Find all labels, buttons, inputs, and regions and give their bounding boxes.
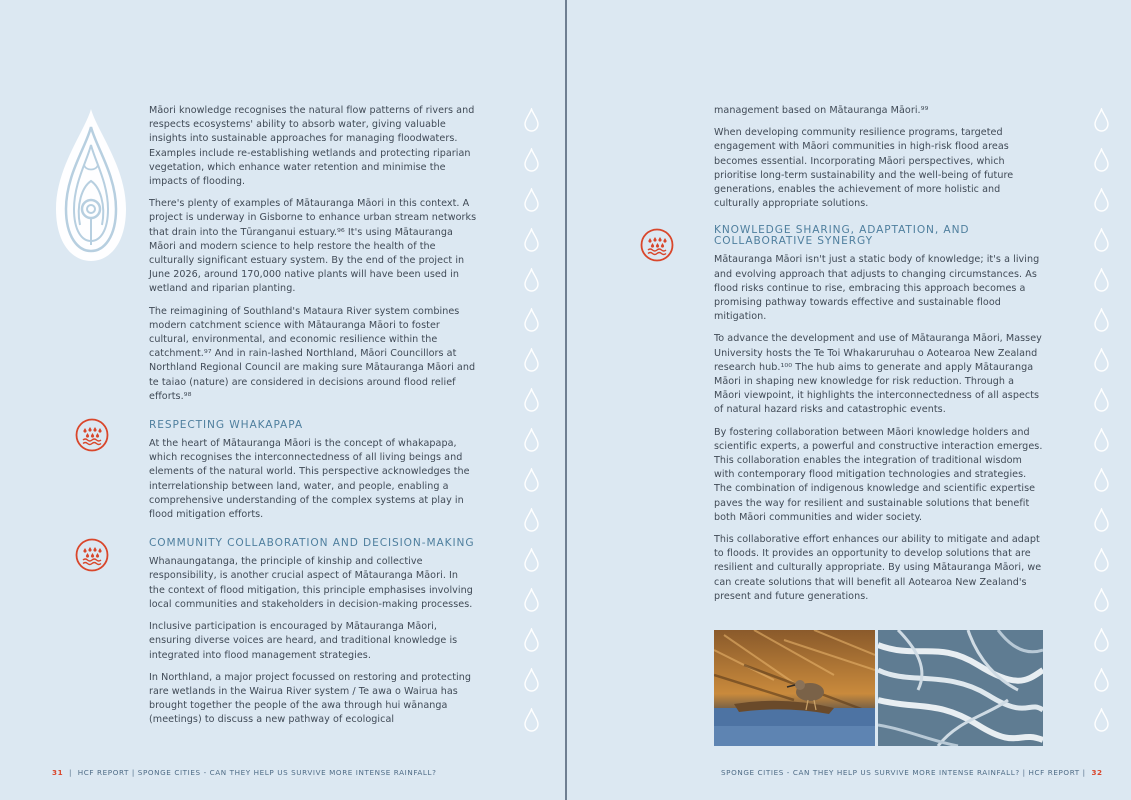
water-drop-icon [524, 468, 539, 492]
water-drop-icon [524, 348, 539, 372]
water-drop-icon [1094, 348, 1109, 372]
water-drop-icon [1094, 428, 1109, 452]
bird-wetland-photo [714, 630, 875, 746]
water-drop-icon [524, 508, 539, 532]
left-page [0, 0, 565, 800]
water-drop-icon [1094, 508, 1109, 532]
water-drop-icon [524, 628, 539, 652]
body-paragraph: The reimagining of Southland's Mataura River system combines modern catchment science with Mātauranga Māori to foster cultural, environmental, and economic resilience within the catchment.⁹⁷ And in rain-lashed Northland, Māori Councillors at Northland Regional Council are making sure Mātauranga Māori and te taiao (nature) are considered in decisions around flood relief efforts.⁹⁸ [149, 305, 476, 402]
water-drop-icon [524, 148, 539, 172]
body-paragraph: At the heart of Mātauranga Māori is the concept of whakapapa, which recognises the interconnectedness of all living beings and elements of the natural world. This perspective acknowledges the interrelationship between land, water, and people, enabling a comprehensive understanding of the complex systems at play in flood mitigation efforts. [149, 438, 470, 521]
water-drop-icon [524, 388, 539, 412]
left-text-column [149, 104, 477, 736]
footer-text: SPONGE CITIES - CAN THEY HELP US SURVIVE MORE INTENSE RAINFALL? | HCF REPORT | [721, 768, 1086, 777]
water-drop-icon [524, 588, 539, 612]
body-paragraph: There's plenty of examples of Mātauranga Māori in this context. A project is underway in Gisborne to enhance urban stream networks that drain into the Tūranganui estuary.⁹⁶ It's using Mātauranga Māori and modern science to help restore the health of the culturally significant estuary system. By the end of the project in June 2026, around 170,000 native plants will have been used in wetland and riparian planting. [149, 198, 477, 295]
section-heading: COMMUNITY COLLABORATION AND DECISION-MAKING [149, 537, 475, 550]
water-drop-icon [524, 308, 539, 332]
water-drop-icon [1094, 188, 1109, 212]
right-text-column [714, 104, 1044, 612]
water-drop-icon [524, 228, 539, 252]
water-drop-icon [524, 188, 539, 212]
body-paragraph: To advance the development and use of Mātauranga Māori, Massey University hosts the Te Toi Whakaruruhau o Aotearoa New Zealand research hub.¹⁰⁰ The hub aims to generate and apply Mātauranga Māori in shaping new knowledge for risk reduction. Through a Māori viewpoint, it highlights the interconnectedness of all aspects of natural hazard risks and catastrophic events. [714, 333, 1042, 416]
body-paragraph: Whanaungatanga, the principle of kinship and collective responsibility, is another crucial aspect of Mātauranga Māori. In the context of flood mitigation, this principle emphasises involving local communities and stakeholders in decision-making processes. [149, 556, 473, 610]
water-drop-icon [1094, 548, 1109, 572]
section-heading: RESPECTING WHAKAPAPA [149, 419, 303, 432]
maori-koru-drop-emblem [50, 105, 132, 265]
water-drop-icon [1094, 308, 1109, 332]
body-paragraph: Inclusive participation is encouraged by Mātauranga Māori, ensuring diverse voices are heard, and traditional knowledge is integrated into flood management strategies. [149, 621, 458, 661]
water-drop-icon [1094, 108, 1109, 132]
water-drop-icon [1094, 388, 1109, 412]
water-drop-icon [1094, 708, 1109, 732]
braided-river-photo [878, 630, 1043, 746]
water-drop-icon [524, 268, 539, 292]
rain-cloud-icon [640, 228, 674, 262]
water-drop-icon [1094, 668, 1109, 692]
body-paragraph: When developing community resilience programs, targeted engagement with Māori communities in high-risk flood areas becomes essential. Incorporating Māori perspectives, which prioritise long-term sustainability and the well-being of future generations, enables the achievement of more holistic and culturally appropriate solutions. [714, 127, 1014, 210]
water-drop-icon [524, 708, 539, 732]
page-footer [721, 768, 1103, 777]
body-paragraph: In Northland, a major project focussed on restoring and protecting rare wetlands in the Wairua River system / Te awa o Wairua has brought together the people of the awa through hui wānanga (meetings) to discuss a new pathway of ecological [149, 671, 471, 726]
water-drop-icon [524, 428, 539, 452]
water-drop-icon [524, 668, 539, 692]
rain-cloud-icon [75, 418, 109, 452]
page-number: 31 [52, 768, 64, 777]
water-drop-icon [1094, 468, 1109, 492]
right-page [567, 0, 1131, 800]
body-paragraph: management based on Mātauranga Māori.⁹⁹ [714, 105, 929, 116]
body-paragraph: Māori knowledge recognises the natural flow patterns of rivers and respects ecosystems' ability to absorb water, giving valuable insights into sustainable approaches for managing floodwaters. Examples include re-establishing wetlands and protecting riparian vegetation, which enhance water retention and minimise the impacts of flooding. [149, 105, 475, 188]
page-footer: 31 | HCF REPORT | SPONGE CITIES - CAN THEY HELP US SURVIVE MORE INTENSE RAINFALL? [52, 768, 437, 777]
body-paragraph: By fostering collaboration between Māori knowledge holders and scientific experts, a powerful and constructive interaction emerges. This collaboration enables the integration of traditional wisdom with contemporary flood mitigation technologies and strategies. The combination of indigenous knowledge and scientific expertise paves the way for resilient and sustainable solutions that benefit both Māori communities and wider society. [714, 426, 1043, 523]
water-drop-icon [1094, 588, 1109, 612]
body-paragraph: This collaborative effort enhances our ability to mitigate and adapt to floods. It provides an opportunity to develop solutions that are resilient and culturally appropriate. By using Mātauranga Māori, we can create solutions that will benefit all Aotearoa New Zealand's present and future generations. [714, 534, 1042, 602]
water-drop-icon [1094, 148, 1109, 172]
water-drop-icon [524, 108, 539, 132]
body-paragraph: Mātauranga Māori isn't just a static body of knowledge; it's a living and evolving approach that adjusts to changing circumstances. As flood risks continue to rise, embracing this approach becomes a promising pathway towards effective and sustainable flood mitigation. [714, 254, 1040, 323]
water-drop-icon [524, 548, 539, 572]
water-drop-icon [1094, 628, 1109, 652]
water-drop-icon [1094, 268, 1109, 292]
rain-cloud-icon [75, 538, 109, 572]
page-number: 32 [1091, 768, 1103, 777]
section-heading: KNOWLEDGE SHARING, ADAPTATION, AND COLLABORATIVE SYNERGY [714, 224, 970, 248]
footer-text: HCF REPORT | SPONGE CITIES - CAN THEY HELP US SURVIVE MORE INTENSE RAINFALL? [77, 768, 437, 777]
water-drop-icon [1094, 228, 1109, 252]
